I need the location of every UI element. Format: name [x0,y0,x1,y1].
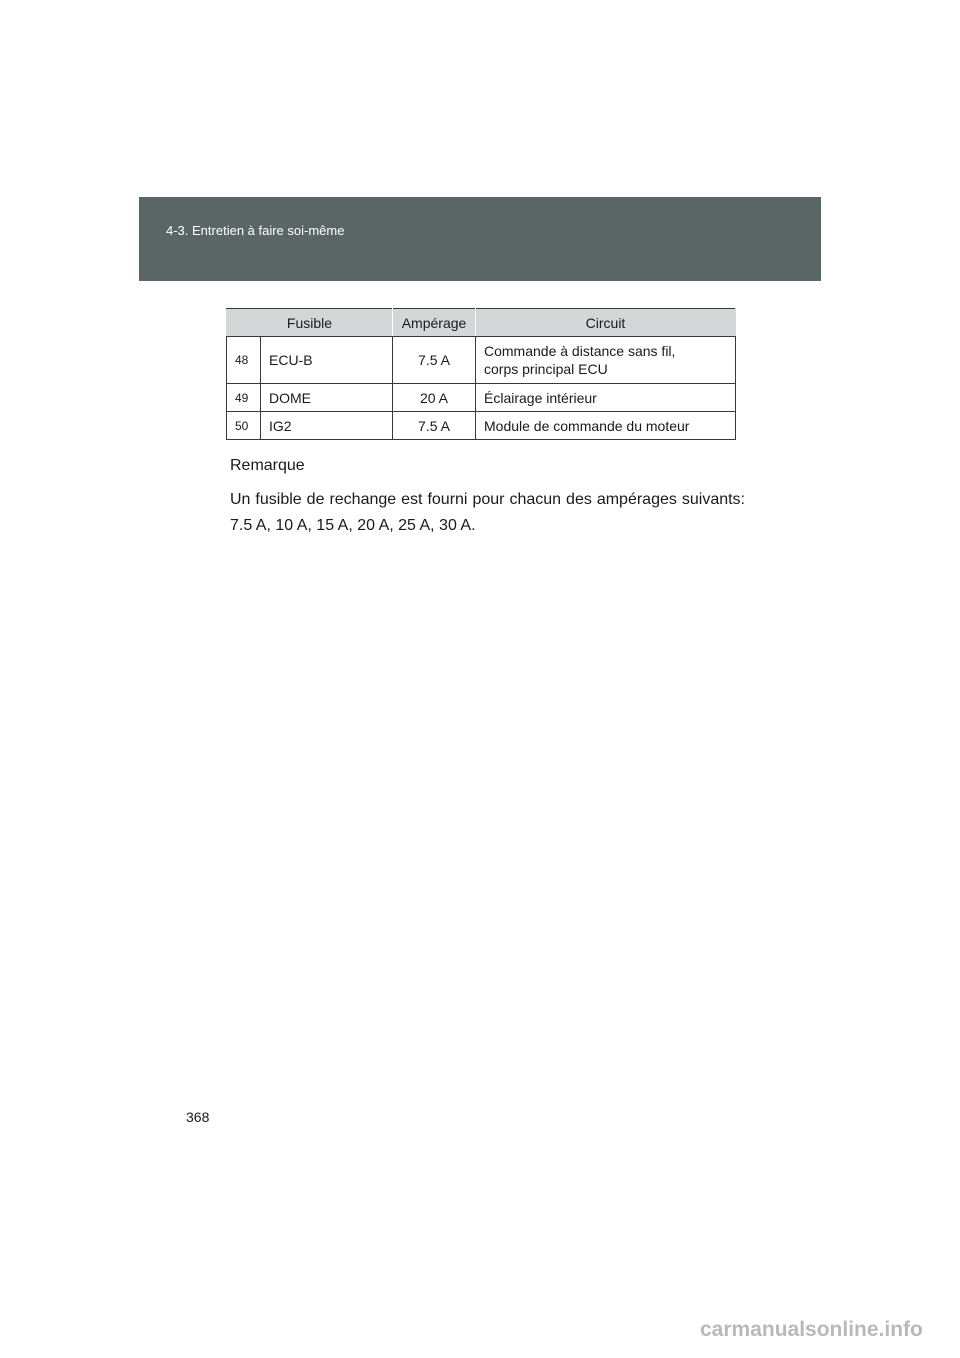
fuse-name: ECU-B [261,337,393,384]
fuse-amperage: 20 A [393,384,476,412]
fuse-name: DOME [261,384,393,412]
table-row [227,337,736,384]
fuse-name: IG2 [261,412,393,440]
note-title: Remarque [230,457,305,474]
fuse-circuit-line: corps principal ECU [484,361,608,377]
page-number: 368 [186,1109,210,1125]
fuse-amperage: 7.5 A [393,412,476,440]
fuse-circuit-line: Commande à distance sans fil, [484,343,676,359]
section-title: 4-3. Entretien à faire soi-même [166,223,345,238]
note-body: Un fusible de rechange est fourni pour chacun des ampérages suivants: 7.5 A, 10 A, 15 A, 20 A, 25 A, 30 A. [230,491,745,534]
fuse-circuit-line: Module de commande du moteur [484,417,690,434]
fuse-number: 48 [227,337,261,384]
column-header-circuit: Circuit [476,309,736,337]
fuse-circuit [476,337,736,384]
table-row [227,384,736,412]
fuse-number: 50 [227,412,261,440]
fuse-table [226,308,736,440]
watermark: carmanualsonline.info [700,1318,923,1341]
table-row [227,412,736,440]
fuse-circuit [476,384,736,412]
table-header-row [227,309,736,337]
fuse-circuit-line: Éclairage intérieur [484,389,597,406]
fuse-number: 49 [227,384,261,412]
fuse-circuit [476,412,736,440]
column-header-fuse: Fusible [227,309,393,337]
column-header-amperage: Ampérage [393,309,476,337]
fuse-amperage: 7.5 A [393,337,476,384]
header-band [139,197,821,281]
